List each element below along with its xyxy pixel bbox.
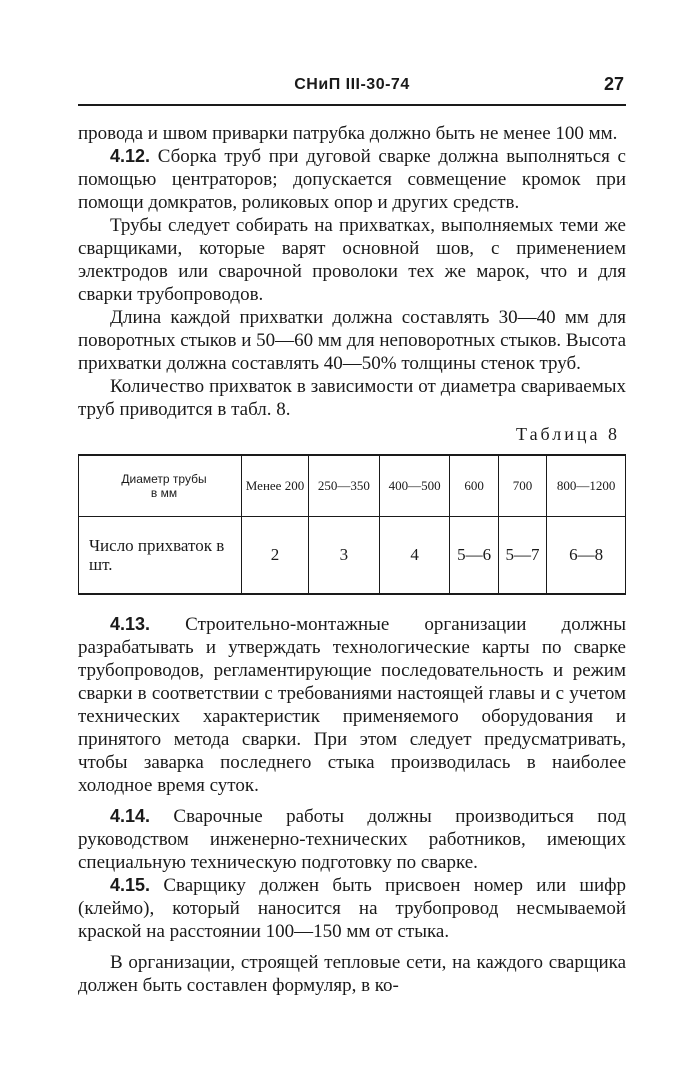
paragraph: В организации, строящей тепловые сети, на каждого сварщика должен быть составлен формуляр, в ко- xyxy=(78,952,626,996)
table-cell: 6—8 xyxy=(547,517,626,595)
column-header: Менее 200 xyxy=(242,455,309,517)
document-code: СНиП III-30-74 xyxy=(294,76,410,93)
paragraph: 4.12. Сборка труб при дуговой сварке должна выполняться с помощью центраторов; допускается совмещение кромок при помощи домкратов, роликовых опор и других средств. xyxy=(78,146,626,213)
clause-number: 4.13. xyxy=(110,614,151,634)
paragraph: провода и швом приварки патрубка должно быть не менее 100 мм. xyxy=(78,123,618,144)
column-header: 800—1200 xyxy=(547,455,626,517)
table-cell: 2 xyxy=(242,517,309,595)
paragraph: 4.15. Сварщику должен быть присвоен номер или шифр (клеймо), который наносится на трубопровод несмываемой краской на расстоянии 100—150 мм от стыка. xyxy=(78,875,626,942)
clause-number: 4.14. xyxy=(110,806,151,826)
table-caption: Таблица 8 xyxy=(516,424,620,444)
table-8 xyxy=(78,454,626,595)
document-page xyxy=(78,70,626,997)
row-label: Число прихваток в шт. xyxy=(79,517,242,595)
column-header: 250—350 xyxy=(309,455,380,517)
paragraph: 4.13. Строительно-монтажные организации должны разрабатывать и утверждать технологические карты по сварке трубопроводов, регламентирующие последовательность и режим сварки в соответствии с требованиями настоящей главы и с учетом технических характеристик применяемого оборудования и принятого метода сварки. При этом следует предусматривать, чтобы заварка последнего стыка производилась в наиболее холодное время суток. xyxy=(78,614,626,796)
body-text-top xyxy=(78,122,626,446)
table-cell: 5—6 xyxy=(450,517,498,595)
column-header: 400—500 xyxy=(379,455,450,517)
table-cell: 4 xyxy=(379,517,450,595)
column-header: 600 xyxy=(450,455,498,517)
table-row xyxy=(79,517,626,595)
running-header xyxy=(78,70,626,106)
paragraph: Количество прихваток в зависимости от диаметра свариваемых труб приводится в табл. 8. xyxy=(78,376,626,420)
header-label: Диаметр трубы в мм xyxy=(79,455,242,517)
body-text-bottom xyxy=(78,613,626,997)
table-cell: 3 xyxy=(309,517,380,595)
page-number: 27 xyxy=(603,74,624,94)
paragraph: 4.14. Сварочные работы должны производиться под руководством инженерно-технических работников, имеющих специальную техническую подготовку по сварке. xyxy=(78,806,626,873)
clause-number: 4.12. xyxy=(110,146,151,166)
column-header: 700 xyxy=(498,455,546,517)
paragraph: Длина каждой прихватки должна составлять 30—40 мм для поворотных стыков и 50—60 мм для неповоротных стыков. Высота прихватки должна составлять 40—50% толщины стенок труб. xyxy=(78,307,627,374)
clause-number: 4.15. xyxy=(110,875,151,895)
table-header-row xyxy=(79,455,626,517)
table-cell: 5—7 xyxy=(498,517,546,595)
paragraph: Трубы следует собирать на прихватках, выполняемых теми же сварщиками, которые варят основной шов, с применением электродов или сварочной проволоки тех же марок, что и для сварки трубопроводов. xyxy=(78,215,626,305)
